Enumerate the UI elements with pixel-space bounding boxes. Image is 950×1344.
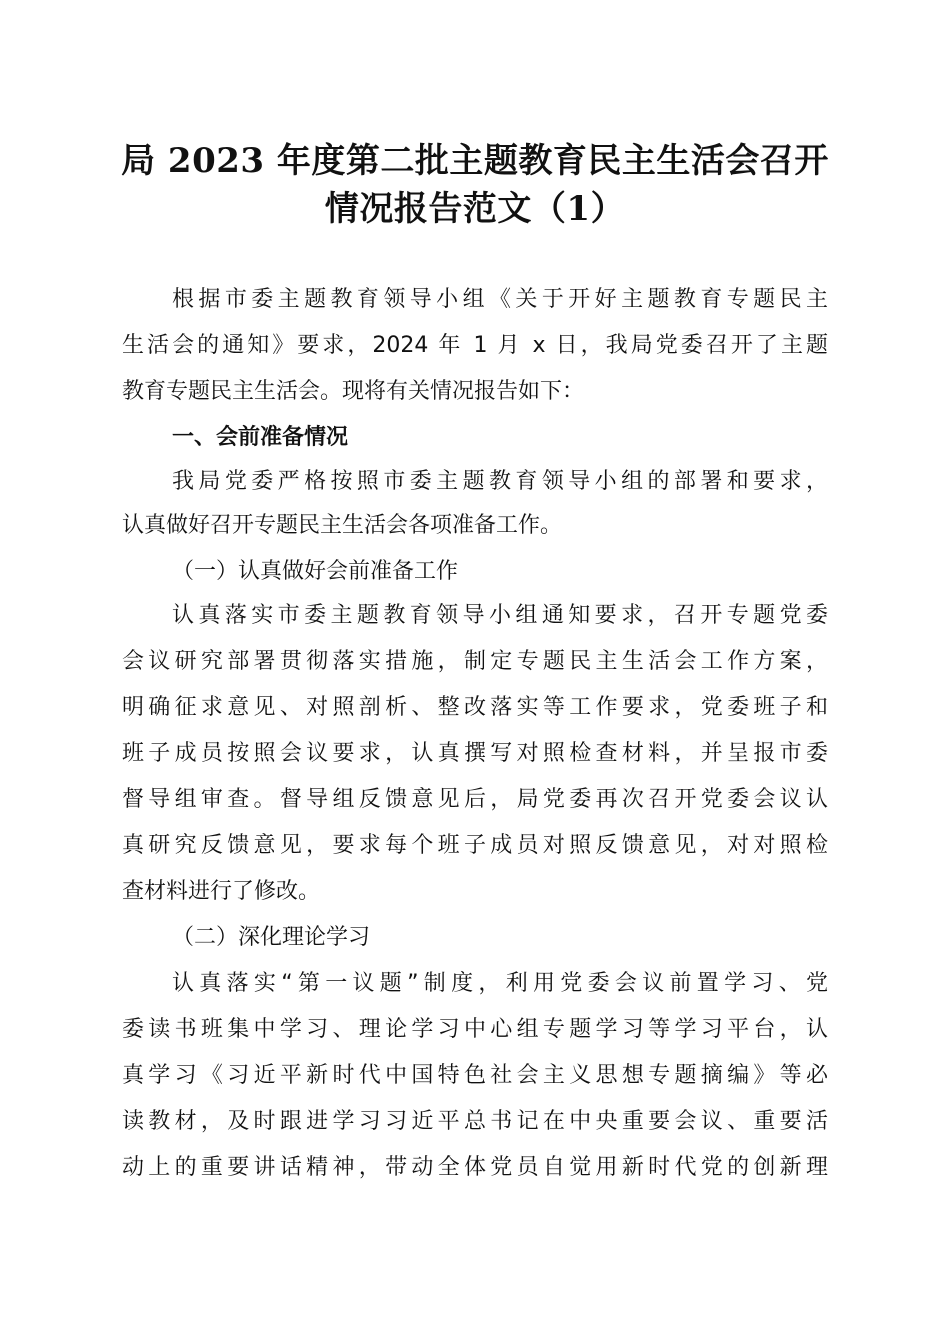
paragraph-line: 认真落实市委主题教育领导小组通知要求，召开专题党委 <box>172 603 828 628</box>
paragraph-line: 根据市委主题教育领导小组《关于开好主题教育专题民主 <box>172 287 828 312</box>
paragraph-line: 真学习《习近平新时代中国特色社会主义思想专题摘编》等必 <box>122 1063 828 1088</box>
paragraph-line: 动上的重要讲话精神，带动全体党员自觉用新时代党的创新理 <box>122 1155 828 1180</box>
paragraph-line: 教育专题民主生活会。现将有关情况报告如下： <box>122 379 585 404</box>
document-title-line-2: 情况报告范文（1） <box>324 189 626 229</box>
document-title-line-1: 局 2023 年度第二批主题教育民主生活会召开 <box>121 141 829 181</box>
section-heading: 一、会前准备情况 <box>172 425 349 450</box>
subsection-heading: （一）认真做好会前准备工作 <box>172 559 459 584</box>
paragraph-line: 我局党委严格按照市委主题教育领导小组的部署和要求， <box>172 469 828 494</box>
paragraph-line: 真研究反馈意见，要求每个班子成员对照反馈意见，对对照检 <box>122 833 828 858</box>
paragraph-line: 明确征求意见、对照剖析、整改落实等工作要求，党委班子和 <box>122 695 828 720</box>
paragraph-line: 认真落实“第一议题”制度，利用党委会议前置学习、党 <box>172 971 828 996</box>
paragraph-line: 生活会的通知》要求，2024 年 1 月 x 日，我局党委召开了主题 <box>122 333 828 358</box>
paragraph-line: 认真做好召开专题民主生活会各项准备工作。 <box>122 513 563 538</box>
paragraph-line: 督导组审查。督导组反馈意见后，局党委再次召开党委会议认 <box>122 787 828 812</box>
subsection-heading: （二）深化理论学习 <box>172 925 371 950</box>
paragraph-line: 读教材，及时跟进学习习近平总书记在中央重要会议、重要活 <box>122 1109 828 1134</box>
paragraph-line: 委读书班集中学习、理论学习中心组专题学习等学习平台，认 <box>122 1017 828 1042</box>
paragraph-line: 会议研究部署贯彻落实措施，制定专题民主生活会工作方案， <box>122 649 828 674</box>
paragraph-line: 班子成员按照会议要求，认真撰写对照检查材料，并呈报市委 <box>122 741 828 766</box>
paragraph-line: 查材料进行了修改。 <box>122 879 321 904</box>
